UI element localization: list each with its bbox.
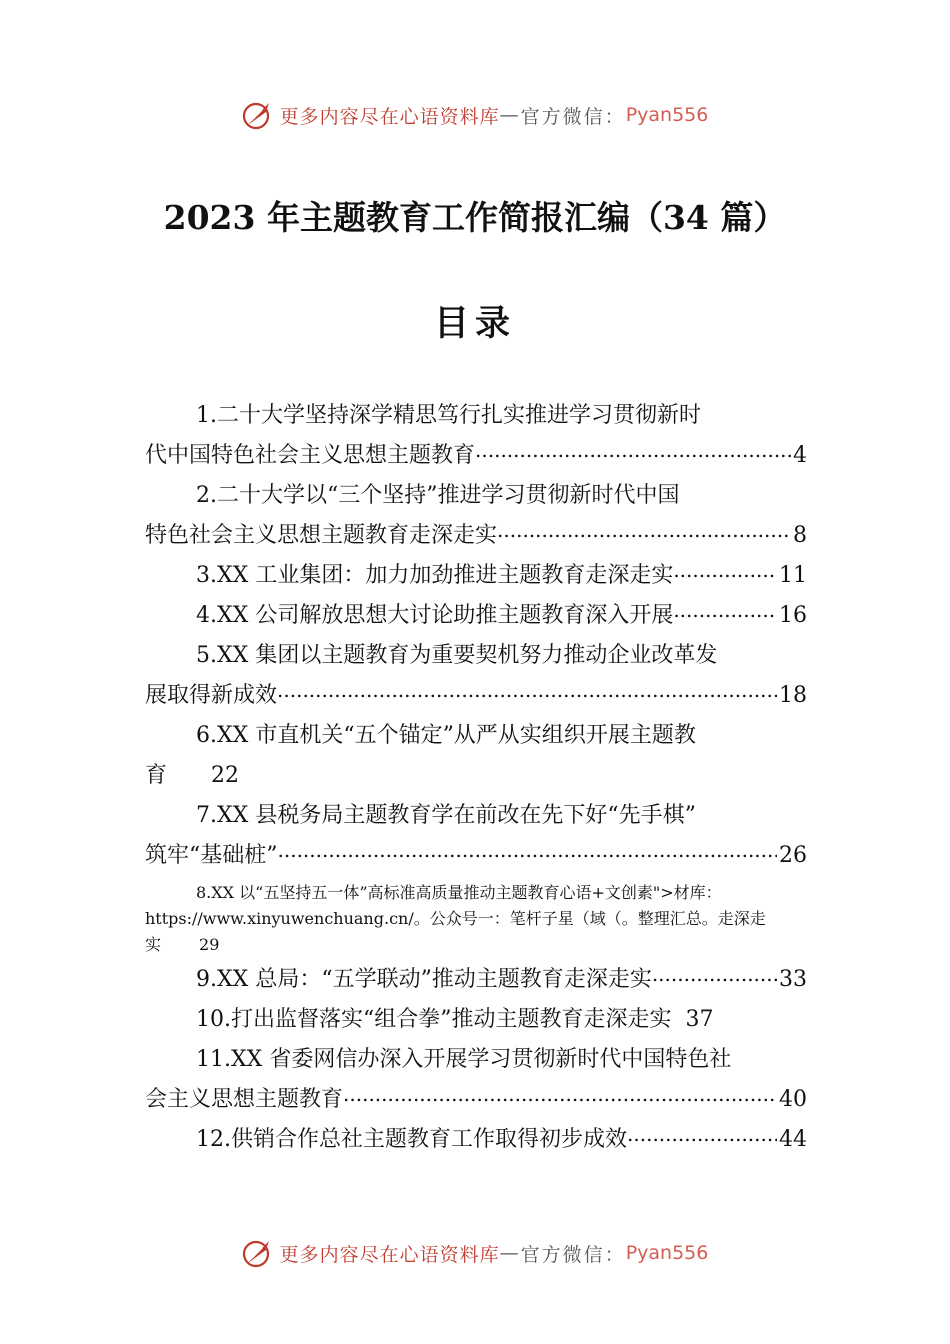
toc-page-number: 4	[793, 443, 807, 468]
quill-logo-icon	[242, 1237, 274, 1269]
watermark-brand: 更多内容尽在心语资料库	[279, 1243, 500, 1266]
toc-entry[interactable]: 7. XX 县税务局主题教育学在前改在先下好“先手棋” 筑牢“基础桩” ..... 26	[145, 796, 807, 876]
toc-entry[interactable]: 6. XX 市直机关“五个锚定”从严从实组织开展主题教 育 22	[145, 716, 807, 796]
toc-page-number: 44	[779, 1127, 807, 1152]
toc-page-number: 33	[779, 967, 807, 992]
toc-page-number: 16	[779, 603, 807, 628]
toc-page-number: 8	[793, 523, 807, 548]
toc-entry[interactable]: 5. XX 集团以主题教育为重要契机努力推动企业改革发 展取得新成效 ..... 18	[145, 636, 807, 716]
document-title: 2023 年主题教育工作简报汇编（34 篇）	[163, 198, 787, 237]
toc-page-number: 22	[211, 763, 240, 788]
watermark-dash: —	[499, 104, 521, 126]
toc-page-number: 29	[199, 935, 220, 954]
toc-entry[interactable]: 11. XX 省委网信办深入开展学习贯彻新时代中国特色社 会主义思想主题教育 ..... 40	[145, 1040, 807, 1120]
watermark-wechat-id: Pyan556	[625, 1242, 709, 1264]
toc-heading: 目录	[433, 303, 516, 344]
watermark-brand: 更多内容尽在心语资料库	[279, 105, 500, 128]
toc-entry[interactable]: 9. XX 总局：“五学联动”推动主题教育走深走实 ..... 33	[145, 960, 807, 1000]
toc-page-number: 11	[779, 563, 807, 588]
table-of-contents	[145, 396, 807, 1160]
quill-logo-icon	[242, 99, 274, 131]
watermark-footer	[0, 1233, 950, 1273]
watermark-wechat-label: 官方微信：	[520, 1243, 626, 1266]
watermark-header	[0, 95, 950, 135]
toc-page-number: 40	[779, 1087, 807, 1112]
toc-entry[interactable]: 3. XX 工业集团：加力加劲推进主题教育走深走实 ..... 11	[145, 556, 807, 596]
watermark-wechat-id: Pyan556	[625, 104, 709, 126]
toc-entry[interactable]: 1. 二十大学坚持深学精思笃行扎实推进学习贯彻新时 代中国特色社会主义思想主题教育 ..... 4	[145, 396, 807, 476]
toc-entry[interactable]: 2. 二十大学以“三个坚持”推进学习贯彻新时代中国 特色社会主义思想主题教育走深走实 ..... 8	[145, 476, 807, 556]
toc-page-number: 18	[779, 683, 807, 708]
toc-entry[interactable]: 4. XX 公司解放思想大讨论助推主题教育深入开展 ..... 16	[145, 596, 807, 636]
watermark-dash: —	[499, 1242, 521, 1264]
toc-entry[interactable]: 12. 供销合作总社主题教育工作取得初步成效 ..... 44	[145, 1120, 807, 1160]
toc-page-number: 37	[685, 1007, 714, 1032]
toc-page-number: 26	[779, 843, 807, 868]
watermark-wechat-label: 官方微信：	[520, 105, 626, 128]
toc-entry[interactable]: 8. XX 以“五坚持五一体”高标准高质量推动主题教育心语+文创素">材库： https://www.xinyuwenchuang.cn/。公众号一：笔杆子星（域（。整理汇总。走深走 实 29	[145, 876, 807, 960]
toc-entry[interactable]: 10. 打出监督落实“组合拳”推动主题教育走深走实 37	[145, 1000, 807, 1040]
